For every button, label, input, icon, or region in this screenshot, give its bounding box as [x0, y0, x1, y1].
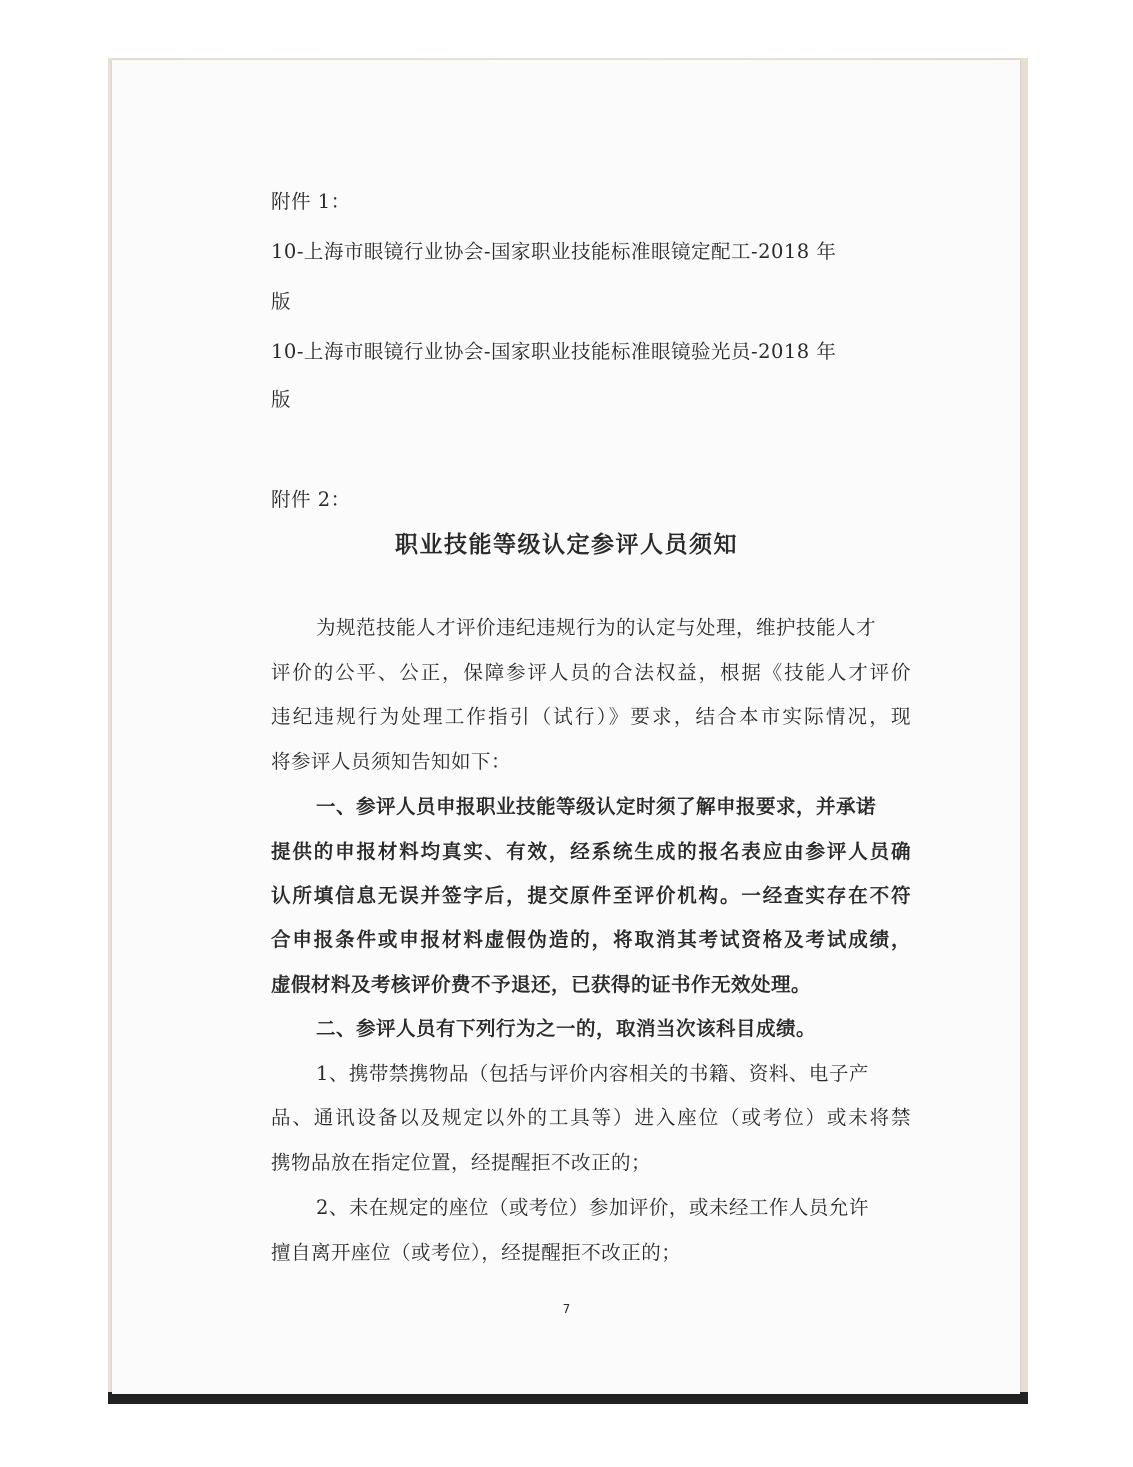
- item1-line-2: 品、通讯设备以及规定以外的工具等）进入座位（或考位）或未将禁: [271, 1106, 911, 1129]
- intro-line-2: 评价的公平、公正，保障参评人员的合法权益，根据《技能人才评价: [271, 661, 911, 684]
- attachment1-label: 附件 1：: [271, 190, 351, 213]
- section1-line-1: 一、参评人员申报职业技能等级认定时须了解申报要求，并承诺: [316, 795, 877, 818]
- section2-heading: 二、参评人员有下列行为之一的，取消当次该科目成绩。: [316, 1017, 817, 1040]
- page-number: 7: [562, 1302, 571, 1316]
- item2-line-1: 2、未在规定的座位（或考位）参加评价，或未经工作人员允许: [316, 1196, 869, 1219]
- attachment2-label: 附件 2：: [271, 488, 351, 511]
- section1-line-4: 合申报条件或申报材料虚假伪造的，将取消其考试资格及考试成绩，: [271, 928, 911, 951]
- item2-line-2: 擅自离开座位（或考位），经提醒拒不改正的；: [271, 1241, 682, 1264]
- attachment1-item2-line1: 10-上海市眼镜行业协会-国家职业技能标准眼镜验光员-2018 年: [271, 340, 837, 363]
- attachment1-item1-line2: 版: [271, 290, 292, 313]
- item1-line-1: 1、携带禁携物品（包括与评价内容相关的书籍、资料、电子产: [316, 1062, 869, 1085]
- section1-line-2: 提供的申报材料均真实、有效，经系统生成的报名表应由参评人员确: [271, 840, 911, 863]
- intro-line-4: 将参评人员须知告知如下：: [271, 750, 512, 773]
- attachment1-item1-line1: 10-上海市眼镜行业协会-国家职业技能标准眼镜定配工-2018 年: [271, 240, 837, 263]
- item1-line-3: 携物品放在指定位置，经提醒拒不改正的；: [271, 1151, 652, 1174]
- intro-line-3: 违纪违规行为处理工作指引（试行）》要求，结合本市实际情况，现: [271, 705, 911, 728]
- document-title: 职业技能等级认定参评人员须知: [395, 531, 738, 558]
- attachment1-item2-line2: 版: [271, 388, 292, 411]
- intro-line-1: 为规范技能人才评价违纪违规行为的认定与处理，维护技能人才: [316, 616, 877, 639]
- section1-line-3: 认所填信息无误并签字后，提交原件至评价机构。一经查实存在不符: [271, 884, 911, 907]
- section1-line-5: 虚假材料及考核评价费不予退还，已获得的证书作无效处理。: [271, 973, 812, 996]
